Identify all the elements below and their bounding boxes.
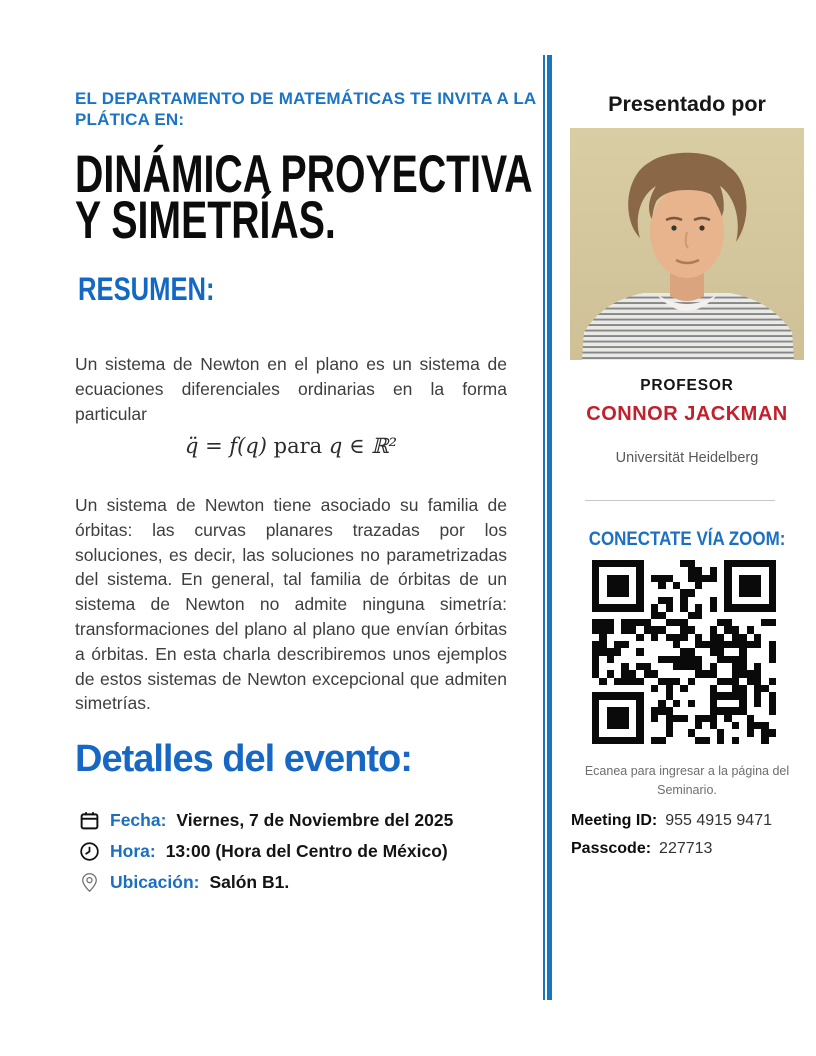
location-value: Salón B1. bbox=[209, 871, 290, 892]
detail-row-date bbox=[78, 809, 453, 831]
speaker-photo bbox=[570, 128, 804, 360]
qr-caption: Ecanea para ingresar a la página del Seminario. bbox=[584, 764, 790, 798]
date-label: Fecha: bbox=[110, 809, 167, 830]
presented-by-heading: Presentado por bbox=[608, 92, 766, 116]
passcode-label: Passcode: bbox=[571, 840, 652, 857]
detail-row-location bbox=[78, 871, 453, 893]
location-pin-icon bbox=[78, 872, 100, 893]
vertical-divider-thin bbox=[543, 55, 545, 1000]
abstract-paragraph-1: Un sistema de Newton en el plano es un sistema de ecuaciones diferenciales ordinarias en la forma particular bbox=[75, 354, 507, 424]
detail-row-time bbox=[78, 840, 453, 862]
meeting-id-row bbox=[571, 812, 772, 830]
speaker-affiliation: Universität Heidelberg bbox=[615, 450, 759, 466]
speaker-name: CONNOR JACKMAN bbox=[586, 403, 788, 425]
time-label: Hora: bbox=[110, 840, 156, 861]
passcode-value: 227713 bbox=[659, 840, 713, 857]
resumen-heading: RESUMEN: bbox=[78, 271, 215, 307]
speaker-role: PROFESOR bbox=[640, 377, 734, 394]
passcode-row bbox=[571, 840, 712, 858]
event-details-list bbox=[78, 809, 453, 893]
vertical-divider-thick bbox=[547, 55, 552, 1000]
equation-mid: para bbox=[266, 434, 329, 458]
talk-title-line1: DINÁMICA PROYECTIVA bbox=[75, 145, 533, 204]
zoom-section-heading: CONECTATE VÍA ZOOM: bbox=[588, 528, 786, 550]
talk-title-line2: Y SIMETRÍAS. bbox=[75, 191, 336, 250]
equation-rhs: q ∈ ℝ² bbox=[328, 434, 398, 458]
abstract-paragraph-2: Un sistema de Newton tiene asociado su familia de órbitas: las curvas planares trazadas por los soluciones, es decir, las soluciones no parametrizadas del sistema. En general, tal familia de órbitas de un sistema de Newton no admite ninguna simetría: transformaciones del plano al plano que envían órbitas a órbitas. En esta charla describiremos unos ejemplos de estos sistemas de Newton excepcional que admiten simetrías. bbox=[75, 495, 507, 714]
meeting-id-label: Meeting ID: bbox=[571, 812, 658, 829]
meeting-id-value: 955 4915 9471 bbox=[665, 812, 772, 829]
newton-equation bbox=[75, 434, 507, 458]
time-value: 13:00 (Hora del Centro de México) bbox=[165, 840, 448, 861]
clock-icon bbox=[78, 841, 100, 862]
calendar-icon bbox=[78, 810, 100, 831]
date-value: Viernes, 7 de Noviembre del 2025 bbox=[176, 809, 454, 830]
event-details-heading: Detalles del evento: bbox=[75, 738, 412, 780]
zoom-qr-code bbox=[592, 560, 776, 744]
horizontal-divider bbox=[585, 500, 775, 501]
invitation-kicker: EL DEPARTAMENTO DE MATEMÁTICAS TE INVITA A LA PLÁTICA EN: bbox=[75, 89, 536, 129]
location-label: Ubicación: bbox=[110, 871, 200, 892]
equation-lhs: q̈ = f(q) bbox=[184, 434, 267, 458]
talk-title bbox=[75, 145, 535, 250]
